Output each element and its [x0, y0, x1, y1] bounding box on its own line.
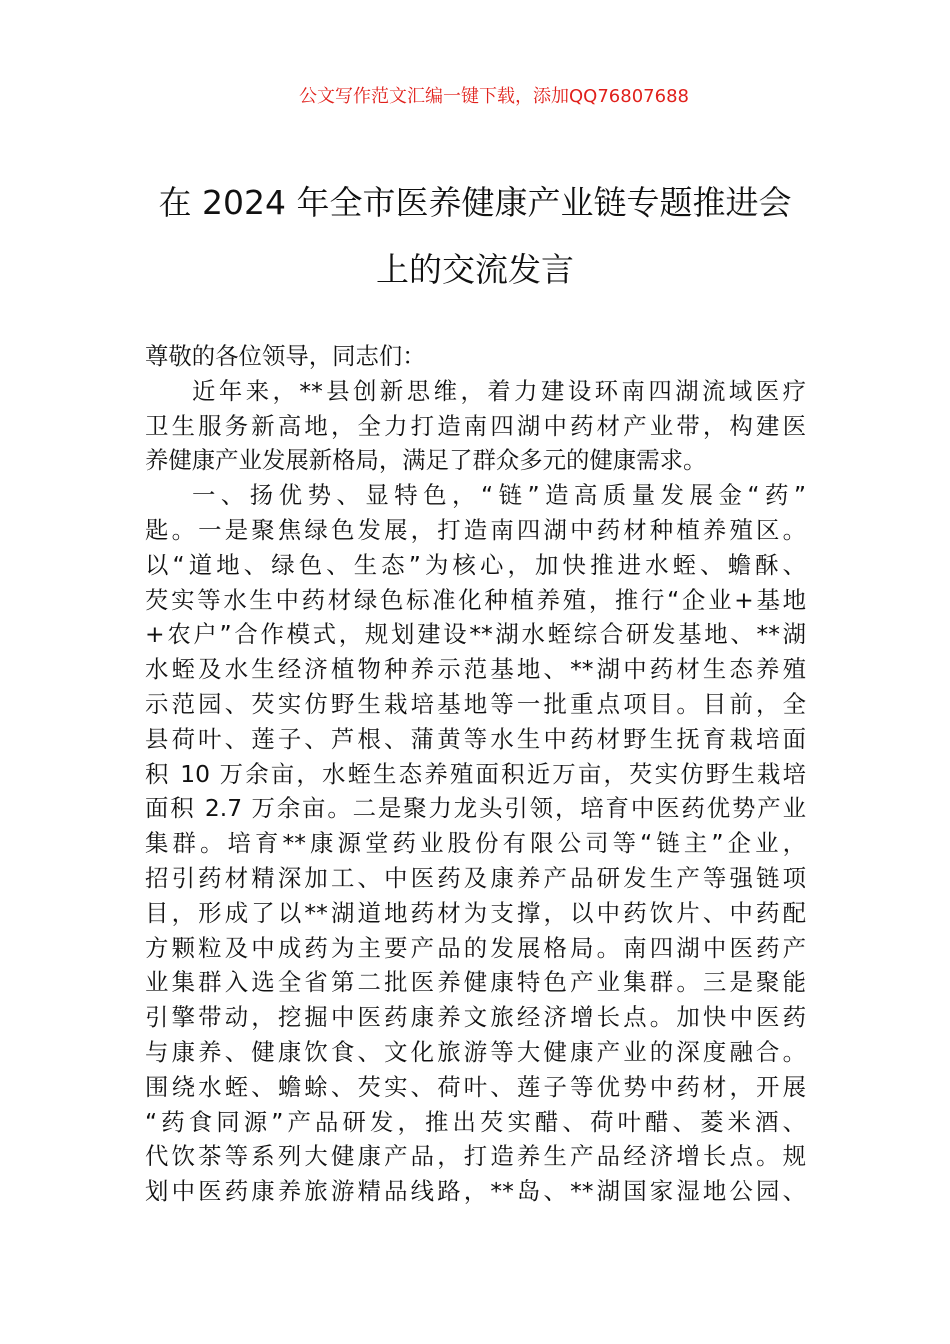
paragraph-line: 一、扬优势、显特色，“链”造高质量发展金“药” — [192, 481, 806, 510]
paragraph-line: 水蛭及水生经济植物种养示范基地、**湖中药材生态养殖 — [145, 655, 806, 684]
document-title-line-1: 在 2024 年全市医养健康产业链专题推进会 — [158, 183, 792, 222]
paragraph-line: 卫生服务新高地，全力打造南四湖中药材产业带，构建医 — [145, 411, 806, 440]
paragraph-line: +农户”合作模式，规划建设**湖水蛭综合研发基地、**湖 — [145, 620, 806, 649]
document-title-line-2: 上的交流发言 — [376, 250, 574, 289]
document-body — [145, 339, 806, 1209]
paragraph-line: 县荷叶、莲子、芦根、蒲黄等水生中药材野生抚育栽培面 — [145, 724, 806, 753]
paragraph-line: 示范园、芡实仿野生栽培基地等一批重点项目。目前，全 — [145, 689, 806, 718]
paragraph-line: 面积 2.7 万余亩。二是聚力龙头引领，培育中医药优势产业 — [145, 794, 806, 823]
paragraph-line: 方颗粒及中成药为主要产品的发展格局。南四湖中医药产 — [145, 933, 806, 962]
paragraph-line: 引擎带动，挖掘中医药康养文旅经济增长点。加快中医药 — [145, 1003, 806, 1032]
paragraph-line: 芡实等水生中药材绿色标准化种植养殖，推行“企业+基地 — [145, 585, 806, 614]
paragraph-line: 与康养、健康饮食、文化旅游等大健康产业的深度融合。 — [145, 1037, 806, 1066]
paragraph-line: 代饮茶等系列大健康产品，打造养生产品经济增长点。规 — [145, 1142, 806, 1171]
paragraph-line: 划中医药康养旅游精品线路，**岛、**湖国家湿地公园、 — [145, 1177, 806, 1206]
paragraph-line: 以“道地、绿色、生态”为核心，加快推进水蛭、蟾酥、 — [145, 550, 806, 579]
paragraph-line: 匙。一是聚焦绿色发展，打造南四湖中药材种植养殖区。 — [145, 515, 806, 544]
paragraph-line: 围绕水蛭、蟾蜍、芡实、荷叶、莲子等优势中药材，开展 — [145, 1072, 806, 1101]
paragraph-line: 集群。培育**康源堂药业股份有限公司等“链主”企业， — [145, 829, 806, 858]
paragraph-line: 养健康产业发展新格局，满足了群众多元的健康需求。 — [145, 446, 707, 475]
salutation: 尊敬的各位领导，同志们： — [145, 342, 426, 370]
download-banner: 公文写作范文汇编一键下载，添加QQ76807688 — [299, 86, 689, 107]
paragraph-line: 目，形成了以**湖道地药材为支撑，以中药饮片、中药配 — [145, 898, 806, 927]
paragraph-line: 近年来，**县创新思维，着力建设环南四湖流域医疗 — [192, 376, 806, 405]
paragraph-line: “药食同源”产品研发，推出芡实醋、荷叶醋、菱米酒、 — [145, 1107, 806, 1136]
paragraph-line: 业集群入选全省第二批医养健康特色产业集群。三是聚能 — [145, 968, 806, 997]
paragraph-line: 积 10 万余亩，水蛭生态养殖面积近万亩，芡实仿野生栽培 — [145, 759, 806, 788]
paragraph-line: 招引药材精深加工、中医药及康养产品研发生产等强链项 — [145, 863, 806, 892]
